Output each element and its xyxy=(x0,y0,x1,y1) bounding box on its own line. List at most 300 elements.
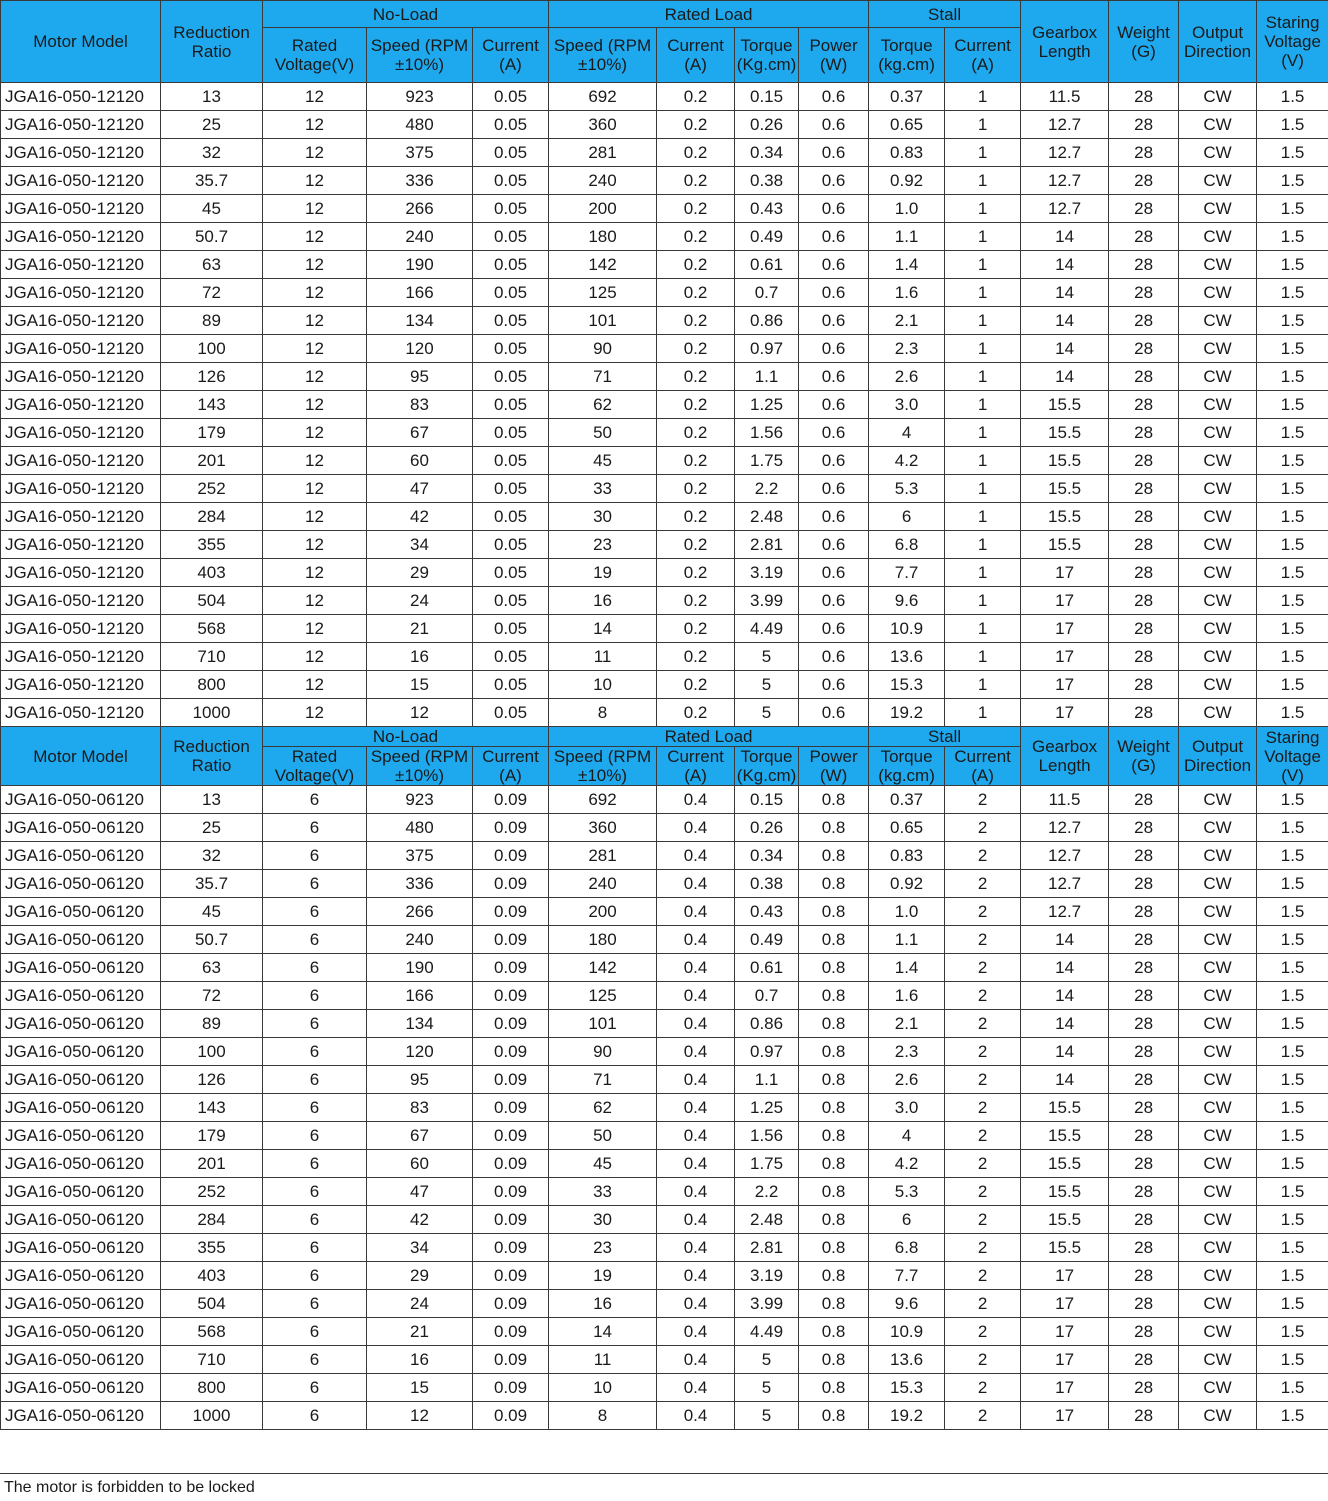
table-cell: 28 xyxy=(1109,870,1179,898)
table-cell: 35.7 xyxy=(161,870,263,898)
table-cell: 1.5 xyxy=(1257,1038,1328,1066)
table-cell: 5.3 xyxy=(869,1178,945,1206)
table-cell: 19.2 xyxy=(869,1402,945,1430)
table-row xyxy=(1,1234,1328,1262)
table-cell: 28 xyxy=(1109,195,1179,223)
table-cell: 0.6 xyxy=(799,195,869,223)
table-cell: CW xyxy=(1179,279,1257,307)
table-cell: 2 xyxy=(945,1122,1021,1150)
table-cell: 45 xyxy=(161,195,263,223)
table-cell: 0.8 xyxy=(799,1262,869,1290)
table-cell: 15.5 xyxy=(1021,391,1109,419)
table-cell: 1.4 xyxy=(869,954,945,982)
table-cell: 29 xyxy=(367,559,473,587)
table-cell: 19.2 xyxy=(869,699,945,727)
table-cell: 125 xyxy=(549,982,657,1010)
table-cell: 2.3 xyxy=(869,335,945,363)
table-cell: 1.5 xyxy=(1257,1318,1328,1346)
table-cell: 0.61 xyxy=(735,251,799,279)
table-cell: 7.7 xyxy=(869,559,945,587)
table-cell: 71 xyxy=(549,363,657,391)
cell-motor-model: JGA16-050-06120 xyxy=(1,1290,161,1318)
cell-motor-model: JGA16-050-12120 xyxy=(1,559,161,587)
table-cell: 0.6 xyxy=(799,251,869,279)
table-row xyxy=(1,83,1328,111)
table-cell: 2.2 xyxy=(735,1178,799,1206)
table-cell: 0.05 xyxy=(473,139,549,167)
table-cell: 360 xyxy=(549,111,657,139)
table-cell: 14 xyxy=(549,615,657,643)
table-cell: 28 xyxy=(1109,954,1179,982)
table-cell: 1.6 xyxy=(869,982,945,1010)
table-cell: 1 xyxy=(945,559,1021,587)
table-cell: 180 xyxy=(549,223,657,251)
table-cell: 6 xyxy=(263,1234,367,1262)
table-cell: 0.05 xyxy=(473,531,549,559)
table-cell: 0.09 xyxy=(473,1402,549,1430)
table-cell: 0.37 xyxy=(869,786,945,814)
table-cell: 1.5 xyxy=(1257,898,1328,926)
table-cell: 0.09 xyxy=(473,1318,549,1346)
table-cell: 281 xyxy=(549,842,657,870)
table-cell: 0.05 xyxy=(473,503,549,531)
table-cell: CW xyxy=(1179,982,1257,1010)
table-row xyxy=(1,1318,1328,1346)
table-cell: 2.1 xyxy=(869,307,945,335)
table-cell: 0.2 xyxy=(657,531,735,559)
cell-motor-model: JGA16-050-12120 xyxy=(1,111,161,139)
table-cell: 17 xyxy=(1021,1290,1109,1318)
table-cell: 17 xyxy=(1021,559,1109,587)
table-cell: 11 xyxy=(549,1346,657,1374)
table-cell: 24 xyxy=(367,587,473,615)
cell-motor-model: JGA16-050-06120 xyxy=(1,926,161,954)
table-cell: 14 xyxy=(1021,363,1109,391)
table-cell: 0.2 xyxy=(657,335,735,363)
table-cell: 1.5 xyxy=(1257,83,1328,111)
table-cell: 28 xyxy=(1109,1402,1179,1430)
table-cell: 0.8 xyxy=(799,954,869,982)
table-cell: 28 xyxy=(1109,926,1179,954)
table-cell: 1.5 xyxy=(1257,1178,1328,1206)
table-cell: 0.8 xyxy=(799,982,869,1010)
table-cell: 28 xyxy=(1109,1290,1179,1318)
table-cell: CW xyxy=(1179,870,1257,898)
table-cell: 0.09 xyxy=(473,926,549,954)
table-cell: 0.6 xyxy=(799,139,869,167)
table-cell: 0.09 xyxy=(473,1290,549,1318)
table-cell: 2 xyxy=(945,1262,1021,1290)
table-row xyxy=(1,475,1328,503)
table-cell: 14 xyxy=(1021,1010,1109,1038)
table-row xyxy=(1,531,1328,559)
table-cell: 28 xyxy=(1109,559,1179,587)
table-cell: 15.3 xyxy=(869,671,945,699)
table-cell: CW xyxy=(1179,954,1257,982)
table-cell: 14 xyxy=(1021,335,1109,363)
table-row xyxy=(1,1206,1328,1234)
table-cell: 1.5 xyxy=(1257,587,1328,615)
table-cell: 0.34 xyxy=(735,139,799,167)
table-cell: 1.5 xyxy=(1257,1290,1328,1318)
col-header-reduction-ratio: Reduction Ratio xyxy=(161,1,263,83)
table-cell: 2.6 xyxy=(869,363,945,391)
table-cell: 0.6 xyxy=(799,223,869,251)
col-header-st-torque: Torque (kg.cm) xyxy=(869,747,945,786)
table-cell: CW xyxy=(1179,1010,1257,1038)
table-cell: 0.4 xyxy=(657,1038,735,1066)
table-cell: 1 xyxy=(945,615,1021,643)
cell-motor-model: JGA16-050-06120 xyxy=(1,814,161,842)
table-cell: 0.2 xyxy=(657,615,735,643)
table-cell: 0.09 xyxy=(473,814,549,842)
table-cell: CW xyxy=(1179,167,1257,195)
table-cell: 32 xyxy=(161,139,263,167)
table-row xyxy=(1,1066,1328,1094)
table-cell: 1 xyxy=(945,671,1021,699)
table-cell: 6 xyxy=(263,1206,367,1234)
table-cell: 47 xyxy=(367,1178,473,1206)
table-cell: 12 xyxy=(263,503,367,531)
table-cell: 2 xyxy=(945,1206,1021,1234)
table-cell: 12.7 xyxy=(1021,167,1109,195)
table-cell: 0.09 xyxy=(473,1262,549,1290)
table-cell: 0.4 xyxy=(657,898,735,926)
table-cell: 0.05 xyxy=(473,167,549,195)
table-cell: 10.9 xyxy=(869,1318,945,1346)
table-cell: 1.5 xyxy=(1257,1206,1328,1234)
header-group-12v xyxy=(1,1,1328,83)
table-cell: 9.6 xyxy=(869,587,945,615)
group-header-no-load: No-Load xyxy=(263,727,549,747)
table-cell: 0.8 xyxy=(799,1206,869,1234)
table-cell: 25 xyxy=(161,814,263,842)
table-cell: CW xyxy=(1179,1206,1257,1234)
table-cell: 0.8 xyxy=(799,1234,869,1262)
table-row xyxy=(1,363,1328,391)
table-cell: 0.05 xyxy=(473,475,549,503)
table-cell: 1.5 xyxy=(1257,1150,1328,1178)
table-cell: 16 xyxy=(549,587,657,615)
table-cell: 1 xyxy=(945,363,1021,391)
table-cell: 14 xyxy=(1021,251,1109,279)
table-cell: 6 xyxy=(263,1262,367,1290)
table-cell: 28 xyxy=(1109,587,1179,615)
table-row xyxy=(1,814,1328,842)
table-cell: 19 xyxy=(549,1262,657,1290)
table-cell: 1 xyxy=(945,167,1021,195)
table-cell: 201 xyxy=(161,1150,263,1178)
cell-motor-model: JGA16-050-12120 xyxy=(1,587,161,615)
table-cell: 28 xyxy=(1109,335,1179,363)
col-header-gearbox-length: Gearbox Length xyxy=(1021,727,1109,786)
cell-motor-model: JGA16-050-12120 xyxy=(1,615,161,643)
table-cell: 50 xyxy=(549,1122,657,1150)
group-header-stall: Stall xyxy=(869,727,1021,747)
table-cell: 15.5 xyxy=(1021,1094,1109,1122)
table-cell: 0.26 xyxy=(735,111,799,139)
table-cell: 12 xyxy=(263,195,367,223)
table-cell: 2.2 xyxy=(735,475,799,503)
table-cell: 12 xyxy=(263,111,367,139)
table-cell: 0.4 xyxy=(657,1262,735,1290)
table-cell: 166 xyxy=(367,982,473,1010)
table-cell: 1.56 xyxy=(735,1122,799,1150)
table-cell: 201 xyxy=(161,447,263,475)
table-cell: CW xyxy=(1179,335,1257,363)
table-cell: 1.5 xyxy=(1257,335,1328,363)
table-cell: 0.05 xyxy=(473,699,549,727)
table-cell: 0.2 xyxy=(657,167,735,195)
table-cell: 1 xyxy=(945,195,1021,223)
table-cell: 0.4 xyxy=(657,926,735,954)
table-cell: 1.5 xyxy=(1257,419,1328,447)
table-cell: CW xyxy=(1179,559,1257,587)
table-cell: 0.15 xyxy=(735,83,799,111)
table-cell: 0.05 xyxy=(473,223,549,251)
table-cell: 134 xyxy=(367,1010,473,1038)
table-cell: CW xyxy=(1179,83,1257,111)
cell-motor-model: JGA16-050-06120 xyxy=(1,1038,161,1066)
table-cell: 12 xyxy=(263,419,367,447)
table-row xyxy=(1,279,1328,307)
table-row xyxy=(1,615,1328,643)
table-cell: 2 xyxy=(945,954,1021,982)
table-cell: 0.2 xyxy=(657,307,735,335)
table-cell: 4.2 xyxy=(869,447,945,475)
table-row xyxy=(1,926,1328,954)
table-cell: 0.09 xyxy=(473,1234,549,1262)
table-cell: 200 xyxy=(549,898,657,926)
table-cell: 0.05 xyxy=(473,307,549,335)
table-cell: 17 xyxy=(1021,1374,1109,1402)
table-cell: 0.8 xyxy=(799,926,869,954)
table-cell: 568 xyxy=(161,615,263,643)
group-header-rated-load: Rated Load xyxy=(549,1,869,28)
table-cell: 0.6 xyxy=(799,699,869,727)
table-cell: 1 xyxy=(945,503,1021,531)
table-cell: CW xyxy=(1179,1402,1257,1430)
table-cell: 0.61 xyxy=(735,954,799,982)
table-cell: 1.5 xyxy=(1257,982,1328,1010)
table-cell: 63 xyxy=(161,251,263,279)
col-header-nl-current: Current (A) xyxy=(473,28,549,83)
cell-motor-model: JGA16-050-12120 xyxy=(1,503,161,531)
table-cell: 0.05 xyxy=(473,419,549,447)
table-cell: 126 xyxy=(161,1066,263,1094)
table-cell: 1 xyxy=(945,643,1021,671)
table-cell: 0.7 xyxy=(735,279,799,307)
table-cell: CW xyxy=(1179,475,1257,503)
table-cell: 17 xyxy=(1021,615,1109,643)
table-cell: 0.09 xyxy=(473,1206,549,1234)
table-row xyxy=(1,587,1328,615)
table-cell: 1.5 xyxy=(1257,223,1328,251)
table-cell: 1.5 xyxy=(1257,1374,1328,1402)
cell-motor-model: JGA16-050-12120 xyxy=(1,447,161,475)
table-cell: 5 xyxy=(735,699,799,727)
table-cell: 1.25 xyxy=(735,1094,799,1122)
cell-motor-model: JGA16-050-12120 xyxy=(1,531,161,559)
table-cell: 14 xyxy=(1021,279,1109,307)
table-cell: 3.0 xyxy=(869,1094,945,1122)
table-cell: 0.05 xyxy=(473,335,549,363)
table-cell: 0.4 xyxy=(657,1150,735,1178)
table-cell: 1.5 xyxy=(1257,167,1328,195)
group-header-stall: Stall xyxy=(869,1,1021,28)
table-cell: 2 xyxy=(945,1010,1021,1038)
cell-motor-model: JGA16-050-06120 xyxy=(1,1094,161,1122)
table-cell: CW xyxy=(1179,898,1257,926)
col-header-output-direction: Output Direction xyxy=(1179,727,1257,786)
table-cell: 0.09 xyxy=(473,954,549,982)
table-cell: 12 xyxy=(263,531,367,559)
table-cell: 101 xyxy=(549,307,657,335)
table-cell: 28 xyxy=(1109,167,1179,195)
cell-motor-model: JGA16-050-06120 xyxy=(1,842,161,870)
table-cell: 504 xyxy=(161,1290,263,1318)
table-row xyxy=(1,307,1328,335)
table-cell: 2 xyxy=(945,898,1021,926)
table-cell: 0.2 xyxy=(657,699,735,727)
col-header-reduction-ratio: Reduction Ratio xyxy=(161,727,263,786)
table-cell: 923 xyxy=(367,83,473,111)
table-cell: 692 xyxy=(549,83,657,111)
table-cell: 1000 xyxy=(161,699,263,727)
table-cell: 15.5 xyxy=(1021,475,1109,503)
table-cell: 2.1 xyxy=(869,1010,945,1038)
table-cell: 6 xyxy=(263,1010,367,1038)
table-cell: 142 xyxy=(549,251,657,279)
table-row xyxy=(1,954,1328,982)
col-header-motor-model: Motor Model xyxy=(1,727,161,786)
table-cell: 0.8 xyxy=(799,1178,869,1206)
table-cell: 12.7 xyxy=(1021,139,1109,167)
table-cell: 16 xyxy=(549,1290,657,1318)
table-cell: 0.2 xyxy=(657,391,735,419)
table-cell: 2 xyxy=(945,982,1021,1010)
table-cell: 1 xyxy=(945,587,1021,615)
col-header-rl-power: Power (W) xyxy=(799,28,869,83)
table-cell: 1.5 xyxy=(1257,615,1328,643)
table-row xyxy=(1,335,1328,363)
table-cell: 0.2 xyxy=(657,559,735,587)
table-cell: 0.8 xyxy=(799,1150,869,1178)
table-cell: 0.2 xyxy=(657,195,735,223)
table-cell: 6 xyxy=(263,954,367,982)
table-cell: 1.5 xyxy=(1257,447,1328,475)
table-cell: 0.8 xyxy=(799,1402,869,1430)
table-row xyxy=(1,1178,1328,1206)
table-cell: CW xyxy=(1179,1290,1257,1318)
table-cell: 28 xyxy=(1109,1206,1179,1234)
col-header-weight: Weight (G) xyxy=(1109,1,1179,83)
table-cell: 2 xyxy=(945,1374,1021,1402)
table-cell: 6 xyxy=(263,1318,367,1346)
cell-motor-model: JGA16-050-06120 xyxy=(1,1318,161,1346)
table-cell: CW xyxy=(1179,1122,1257,1150)
table-cell: 2.81 xyxy=(735,531,799,559)
table-cell: 0.6 xyxy=(799,447,869,475)
table-cell: 28 xyxy=(1109,1346,1179,1374)
cell-motor-model: JGA16-050-12120 xyxy=(1,335,161,363)
table-cell: 67 xyxy=(367,419,473,447)
table-cell: 28 xyxy=(1109,139,1179,167)
table-cell: 0.2 xyxy=(657,447,735,475)
table-cell: 28 xyxy=(1109,699,1179,727)
table-cell: 28 xyxy=(1109,447,1179,475)
table-cell: 4 xyxy=(869,1122,945,1150)
table-cell: 2.6 xyxy=(869,1066,945,1094)
table-cell: 2 xyxy=(945,1150,1021,1178)
table-cell: 0.4 xyxy=(657,870,735,898)
table-cell: 1 xyxy=(945,139,1021,167)
table-cell: 1.1 xyxy=(869,223,945,251)
table-cell: 5 xyxy=(735,1346,799,1374)
table-cell: 1.5 xyxy=(1257,559,1328,587)
table-cell: 355 xyxy=(161,1234,263,1262)
table-cell: 0.4 xyxy=(657,1374,735,1402)
table-cell: CW xyxy=(1179,842,1257,870)
table-cell: 1 xyxy=(945,83,1021,111)
table-cell: 4.2 xyxy=(869,1150,945,1178)
table-cell: 1.56 xyxy=(735,419,799,447)
table-cell: 17 xyxy=(1021,1346,1109,1374)
table-cell: 6 xyxy=(263,1374,367,1402)
table-cell: CW xyxy=(1179,786,1257,814)
table-cell: 2 xyxy=(945,786,1021,814)
table-row xyxy=(1,786,1328,814)
cell-motor-model: JGA16-050-12120 xyxy=(1,363,161,391)
table-cell: 6 xyxy=(263,1066,367,1094)
cell-motor-model: JGA16-050-06120 xyxy=(1,1010,161,1038)
table-cell: 923 xyxy=(367,786,473,814)
table-cell: 1.5 xyxy=(1257,1262,1328,1290)
table-cell: 28 xyxy=(1109,786,1179,814)
cell-motor-model: JGA16-050-06120 xyxy=(1,1262,161,1290)
table-cell: 28 xyxy=(1109,1038,1179,1066)
col-header-weight: Weight (G) xyxy=(1109,727,1179,786)
table-cell: 0.05 xyxy=(473,447,549,475)
table-cell: 0.2 xyxy=(657,83,735,111)
table-cell: 284 xyxy=(161,503,263,531)
table-cell: 143 xyxy=(161,1094,263,1122)
table-cell: 0.09 xyxy=(473,1374,549,1402)
table-cell: 0.37 xyxy=(869,83,945,111)
table-cell: 0.05 xyxy=(473,111,549,139)
table-cell: 14 xyxy=(1021,926,1109,954)
table-cell: 2 xyxy=(945,1346,1021,1374)
table-cell: 2 xyxy=(945,1066,1021,1094)
table-cell: 33 xyxy=(549,475,657,503)
table-cell: 0.4 xyxy=(657,982,735,1010)
table-cell: 1 xyxy=(945,279,1021,307)
col-header-st-current: Current (A) xyxy=(945,747,1021,786)
table-cell: 336 xyxy=(367,167,473,195)
table-cell: 1.5 xyxy=(1257,954,1328,982)
table-cell: 2 xyxy=(945,1402,1021,1430)
table-cell: 1.75 xyxy=(735,1150,799,1178)
table-cell: CW xyxy=(1179,223,1257,251)
table-cell: CW xyxy=(1179,251,1257,279)
table-cell: 1 xyxy=(945,475,1021,503)
table-cell: 1 xyxy=(945,307,1021,335)
table-cell: 14 xyxy=(1021,1066,1109,1094)
table-cell: 83 xyxy=(367,1094,473,1122)
table-cell: 0.8 xyxy=(799,1346,869,1374)
table-cell: 95 xyxy=(367,1066,473,1094)
table-cell: 15.5 xyxy=(1021,447,1109,475)
